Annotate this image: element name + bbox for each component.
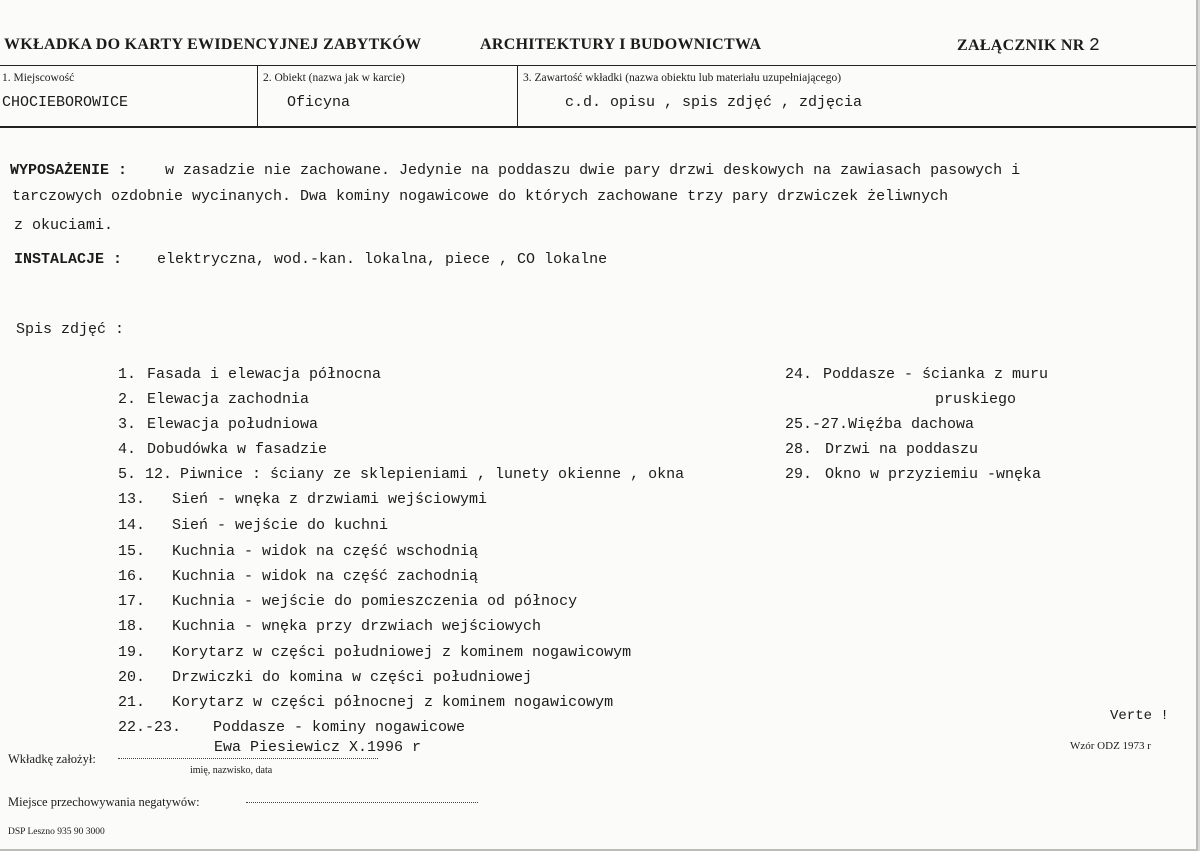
installations-label: INSTALACJE :	[14, 251, 123, 268]
printer-note: DSP Leszno 935 90 3000	[8, 827, 105, 837]
photo-item-number: 2.	[118, 391, 137, 408]
photo-item-number: 19.	[118, 644, 146, 661]
photo-item-text: Elewacja zachodnia	[147, 391, 310, 408]
negatives-location-line	[246, 802, 478, 803]
photo-item-text: Dobudówka w fasadzie	[147, 441, 328, 458]
photo-item-text: pruskiego	[935, 391, 1017, 408]
form-title: WKŁADKA DO KARTY EWIDENCYJNEJ ZABYTKÓW	[4, 36, 422, 53]
photo-item-text: Sień - wejście do kuchni	[172, 517, 389, 534]
photo-item-number: 16.	[118, 568, 146, 585]
photo-item-text: Kuchnia - widok na część zachodnią	[172, 568, 479, 585]
attachment-value: 2	[1088, 36, 1101, 56]
fields-divider	[0, 126, 1196, 128]
insert-author-line	[118, 758, 378, 759]
photo-list-heading: Spis zdjęć :	[16, 321, 125, 338]
photo-item-number: 25.-27.	[785, 416, 849, 433]
photo-item-number: 18.	[118, 618, 146, 635]
photo-item-number: 1.	[118, 366, 137, 383]
photo-item-number: 22.-23.	[118, 719, 182, 736]
photo-item-number: 21.	[118, 694, 146, 711]
insert-author-caption: imię, nazwisko, data	[190, 765, 273, 776]
equipment-line-2: tarczowych ozdobnie wycinanych. Dwa kominy nogawicowe do których zachowane trzy pary drzwiczek żeliwnych	[12, 188, 949, 205]
photo-item-number: 29.	[785, 466, 813, 483]
photo-item-text: Kuchnia - widok na część wschodnią	[172, 543, 479, 560]
photo-item-text: Sień - wnęka z drzwiami wejściowymi	[172, 491, 488, 508]
photo-item-text: Elewacja południowa	[147, 416, 319, 433]
photo-item-text: Piwnice : ściany ze sklepieniami , lunety okienne , okna	[180, 466, 685, 483]
photo-item-text: Okno w przyziemiu -wnęka	[825, 466, 1042, 483]
photo-item-text: Poddasze - kominy nogawicowe	[213, 719, 466, 736]
photo-item-text: Więźba dachowa	[848, 416, 975, 433]
field-locality-label: 1. Miejscowość	[2, 72, 75, 84]
field-separator-2	[517, 65, 518, 126]
photo-item-number: 24.	[785, 366, 813, 383]
field-object-label: 2. Obiekt (nazwa jak w karcie)	[263, 72, 405, 84]
negatives-location-label: Miejsce przechowywania negatywów:	[8, 795, 200, 809]
photo-item-number: 28.	[785, 441, 813, 458]
equipment-label: WYPOSAŻENIE :	[10, 162, 128, 179]
form-model: Wzór ODZ 1973 r	[1070, 740, 1151, 752]
insert-author-label: Wkładkę założył:	[8, 752, 96, 766]
photo-item-text: Korytarz w części północnej z kominem nogawicowym	[172, 694, 614, 711]
header-divider	[0, 65, 1196, 66]
photo-item-number: 3.	[118, 416, 137, 433]
field-locality-value: CHOCIEBOROWICE	[2, 94, 129, 111]
form-title-category: ARCHITEKTURY I BUDOWNICTWA	[480, 36, 762, 53]
photo-item-text: Korytarz w części południowej z kominem nogawicowym	[172, 644, 632, 661]
photo-item-number: 13.	[118, 491, 146, 508]
equipment-line-1: w zasadzie nie zachowane. Jedynie na poddaszu dwie pary drzwi deskowych na zawiasach pasowych i	[165, 162, 1021, 179]
equipment-line-3: z okuciami.	[14, 217, 114, 234]
field-contents-label: 3. Zawartość wkładki (nazwa obiektu lub materiału uzupełniającego)	[523, 72, 842, 84]
installations-text: elektryczna, wod.-kan. lokalna, piece , CO lokalne	[157, 251, 608, 268]
photo-item-number: 17.	[118, 593, 146, 610]
photo-item-number: 14.	[118, 517, 146, 534]
photo-item-number: 15.	[118, 543, 146, 560]
verte-note: Verte !	[1110, 708, 1169, 724]
photo-item-text: Poddasze - ścianka z muru	[823, 366, 1049, 383]
field-separator-1	[257, 65, 258, 126]
attachment-number	[957, 36, 1100, 56]
photo-item-number: 5. 12.	[118, 466, 173, 483]
photo-item-text: Fasada i elewacja północna	[147, 366, 382, 383]
photo-item-text: Drzwi na poddaszu	[825, 441, 979, 458]
photo-item-number: 20.	[118, 669, 146, 686]
attachment-label: ZAŁĄCZNIK NR	[957, 37, 1085, 54]
field-contents-value: c.d. opisu , spis zdjęć , zdjęcia	[565, 94, 863, 111]
field-object-value: Oficyna	[287, 94, 351, 111]
photo-item-number: 4.	[118, 441, 137, 458]
insert-author-value: Ewa Piesiewicz X.1996 r	[214, 739, 422, 756]
photo-item-text: Drzwiczki do komina w części południowej	[172, 669, 533, 686]
photo-item-text: Kuchnia - wnęka przy drzwiach wejściowych	[172, 618, 542, 635]
photo-item-text: Kuchnia - wejście do pomieszczenia od północy	[172, 593, 578, 610]
